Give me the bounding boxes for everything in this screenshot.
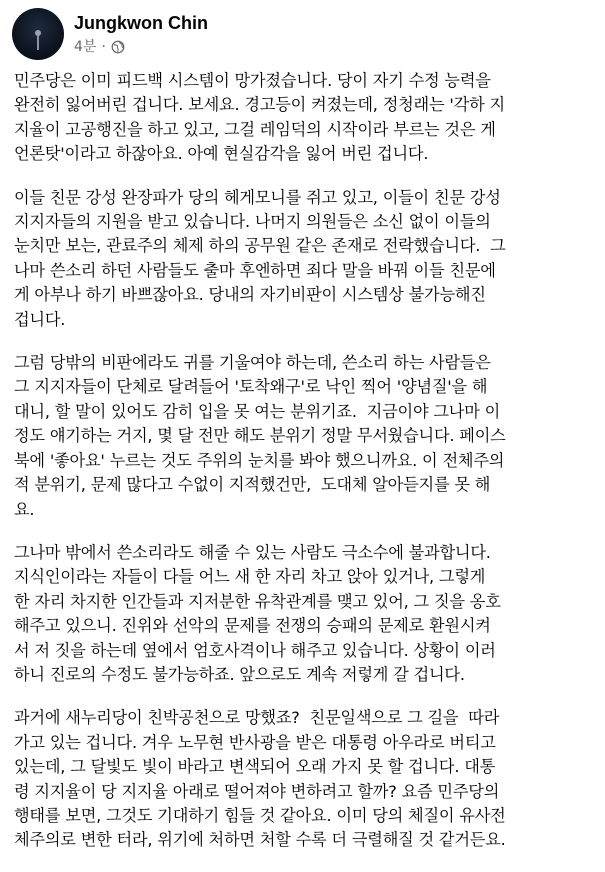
post-body — [14, 69, 596, 872]
post-paragraph-4: 그나마 밖에서 쓴소리라도 해줄 수 있는 사람도 극소수에 불과합니다. 지식인이라는 자들이 다들 어느 새 한 자리 차고 앉아 있거나, 그렇게 한 자리 차지한 인간들과 지저분한 유착관계를 맺고 있어, 그 짓을 옹호 해주고 있으니. 진위와 선악의 문제를 전쟁의 승패의 문제로 환원시켜 서 저 짓을 하는데 옆에서 엄호사격이나 해주고 있습니다. 상황이 이러 하니 진로의 수정도 불가능하죠. 앞으로도 계속 저렇게 갈 겁니다. — [14, 542, 501, 684]
post-paragraph-1: 민주당은 이미 피드백 시스템이 망가졌습니다. 당이 자기 수정 능력을 완전히 잃어버린 겁니다. 보세요. 경고등이 켜졌는데, 정청래는 '각하 지 지율이 고공행진을 하고 있고, 그걸 레임덕의 시작이라 부르는 것은 게 언론탓'이라고 하잖아요. 아예 현실감각을 잃어 버린 겁니다. — [14, 71, 505, 164]
post-paragraph-3: 그럼 당밖의 비판에라도 귀를 기울여야 하는데, 쓴소리 하는 사람들은 그 지지자들이 단체로 달려들어 '토착왜구'로 낙인 찍어 '양념질'을 해 대니, 할 말이 있어도 감히 입을 못 여는 분위기죠. 지금이야 그나마 이 정도 얘기하는 거지, 몇 달 전만 해도 분위기 정말 무서웠습니다. 페이스 북에 '좋아요' 누르는 것도 주위의 눈치를 봐야 했으니까요. 이 전체주의 적 분위기, 문제 많다고 수없이 지적했건만, 도대체 알아듣지를 못 해 요. — [14, 353, 506, 519]
meta-separator: · — [101, 39, 106, 55]
post-header — [12, 8, 208, 60]
post-subline — [74, 38, 208, 56]
avatar-figure-body — [37, 36, 39, 50]
author-name[interactable]: Jungkwon Chin — [74, 13, 208, 33]
globe-icon[interactable] — [111, 40, 125, 54]
avatar[interactable] — [12, 8, 64, 60]
post-timestamp[interactable]: 4분 — [74, 39, 97, 55]
post-paragraph-5: 과거에 새누리당이 친박공천으로 망했죠? 친문일색으로 그 길을 따라 가고 있는 겁니다. 겨우 노무현 반사광을 받은 대통령 아우라로 버티고 있는데, 그 달빛도 빛이 바라고 변색되어 오래 가지 못 할 겁니다. 대통 령 지지율이 당 지지율 아래로 떨어져야 변하려고 할까? 요즘 민주당의 행태를 보면, 그것도 기대하기 힘들 것 같아요. 이미 당의 체질이 유사전 체주의로 변한 터라, 위기에 처하면 처할 수록 더 극렬해질 것 같거든요. — [14, 708, 506, 850]
post-paragraph-2: 이들 친문 강성 완장파가 당의 헤게모니를 쥐고 있고, 이들이 친문 강성 지지자들의 지원을 받고 있습니다. 나머지 의원들은 소신 없이 이들의 눈치만 보는, 관료주의 체제 하의 공무원 같은 존재로 전락했습니다. 그 나마 쓴소리 하던 사람들도 출마 후엔하면 죄다 말을 바꿔 이들 친문에 게 아부나 하기 바쁘잖아요. 당내의 자기비판이 시스템상 불가능해진 겁니다. — [14, 187, 506, 329]
post-meta — [74, 12, 208, 56]
